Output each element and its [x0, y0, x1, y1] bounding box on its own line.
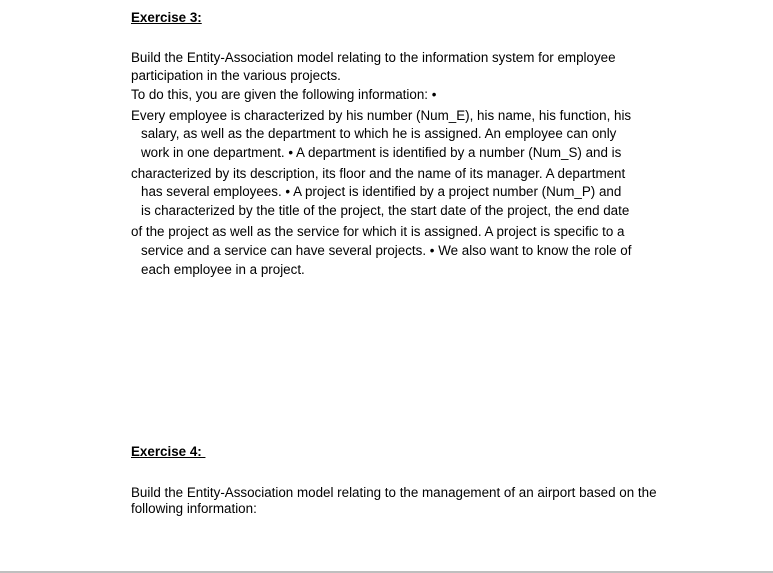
exercise-4-intro-line: Build the Entity-Association model relating to the management of an airport based on the: [131, 485, 657, 500]
exercise-4-heading: Exercise 4:: [131, 444, 206, 459]
exercise-3-body-line: each employee in a project.: [141, 262, 305, 277]
exercise-3-intro-line: Build the Entity-Association model relating to the information system for employee: [131, 50, 616, 65]
exercise-3-body-line: work in one department. • A department is identified by a number (Num_S) and is: [141, 145, 622, 160]
exercise-3-body-line: has several employees. • A project is identified by a project number (Num_P) and: [141, 184, 622, 199]
exercise-3-body-line: Every employee is characterized by his number (Num_E), his name, his function, his: [131, 108, 632, 123]
exercise-4-intro-line: following information:: [131, 501, 257, 516]
exercise-3-body-line: salary, as well as the department to which he is assigned. An employee can only: [141, 126, 617, 141]
exercise-3-intro-line: To do this, you are given the following information: •: [131, 87, 437, 102]
exercise-3-body-line: is characterized by the title of the project, the start date of the project, the end date: [141, 203, 630, 218]
exercise-3-heading: Exercise 3:: [131, 10, 202, 25]
exercise-3-body-line: of the project as well as the service for which it is assigned. A project is specific to a: [131, 224, 625, 239]
exercise-3-body-line: characterized by its description, its floor and the name of its manager. A department: [131, 166, 626, 181]
exercise-3-body-line: service and a service can have several projects. • We also want to know the role of: [141, 243, 632, 258]
exercise-3-intro-line: participation in the various projects.: [131, 68, 341, 83]
